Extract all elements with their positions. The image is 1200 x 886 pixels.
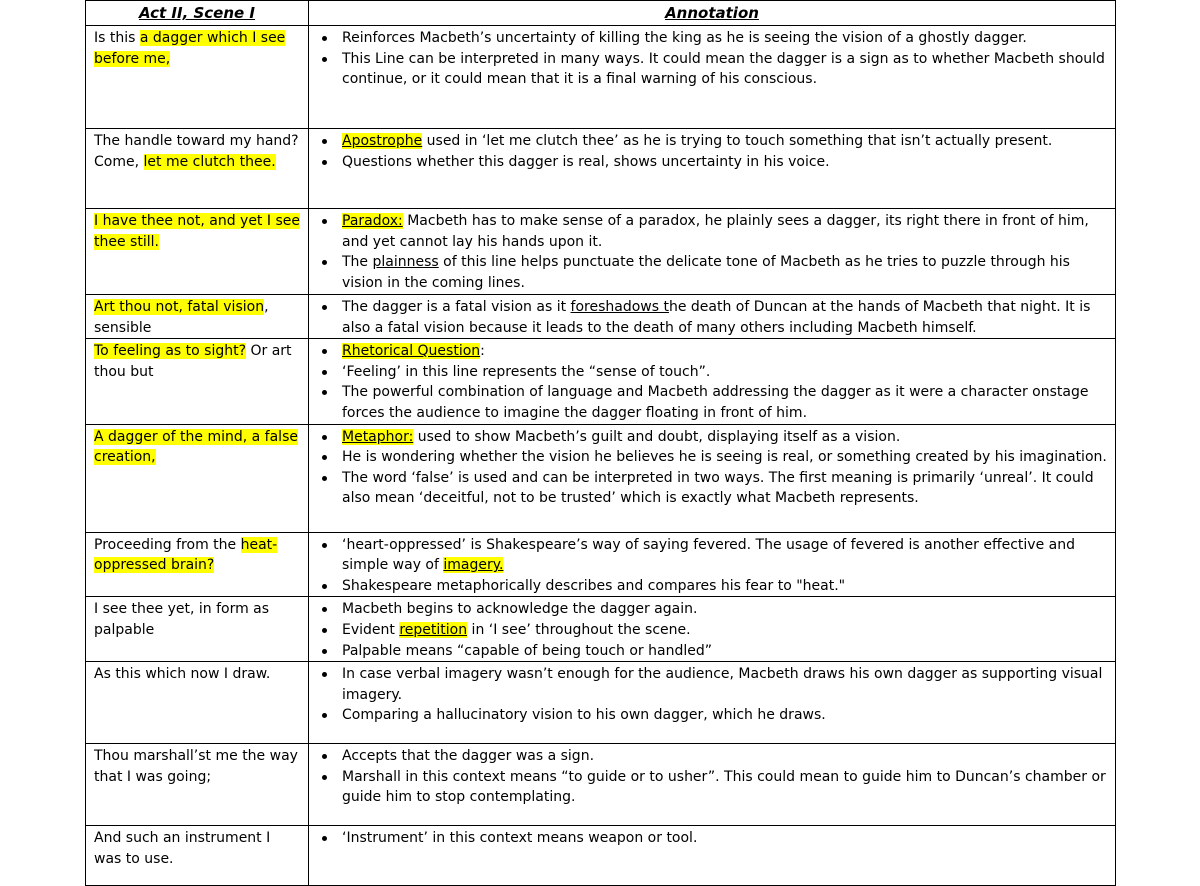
annotation-bullet — [342, 576, 1109, 597]
annotation-cell — [309, 662, 1116, 744]
text-segment: The powerful combination of language and Macbeth addressing the dagger as it were a character onstage forces the audience to imagine the dagger floating in front of him. — [342, 384, 1089, 421]
text-segment: And such an instrument I was to use. — [94, 830, 271, 867]
annotation-bullet — [342, 382, 1109, 423]
table-row — [86, 744, 1116, 826]
annotation-table — [85, 0, 1116, 886]
text-segment: Accepts that the dagger was a sign. — [342, 748, 595, 765]
text-segment: Shakespeare metaphorically describes and compares his fear to "heat." — [342, 577, 846, 594]
quote-cell — [86, 295, 309, 339]
highlighted-text: I have thee not, and yet I see thee still. — [94, 213, 300, 250]
annotation-cell — [309, 424, 1116, 532]
annotation-bullet — [342, 828, 1109, 849]
table-row — [86, 597, 1116, 662]
text-segment: Macbeth has to make sense of a paradox, he plainly sees a dagger, its right there in front of him, and yet cannot lay his hands upon it. — [342, 213, 1089, 250]
text-segment: ‘Instrument’ in this context means weapon or tool. — [342, 830, 698, 847]
text-segment: Marshall in this context means “to guide or to usher”. This could mean to guide him to Duncan’s chamber or guide him to stop contemplating. — [342, 768, 1106, 806]
text-segment: : — [480, 343, 485, 360]
annotation-bullet — [342, 362, 1109, 383]
annotation-bullet — [342, 746, 1109, 767]
text-segment: This Line can be interpreted in many ways. It could mean the dagger is a sign as to whether Macbeth should continue, or it could mean that it is a final warning of his conscious. — [342, 50, 1105, 88]
annotation-cell — [309, 209, 1116, 295]
highlighted-text: Metaphor: — [342, 428, 414, 445]
text-segment: I see thee yet, in form as palpable — [94, 601, 270, 638]
annotation-list — [317, 341, 1109, 423]
annotation-cell — [309, 26, 1116, 129]
annotation-bullet — [342, 468, 1109, 509]
highlighted-text: a dagger which I see before me, — [94, 30, 286, 67]
text-segment: plainness — [372, 254, 439, 271]
highlighted-text: Paradox: — [342, 213, 403, 229]
text-segment: Is this — [94, 30, 140, 46]
annotation-bullet — [342, 341, 1109, 362]
table-row — [86, 26, 1116, 129]
annotation-bullet — [342, 28, 1109, 49]
text-segment: The dagger is a fatal vision as it — [342, 299, 571, 315]
annotation-cell — [309, 295, 1116, 339]
text-segment: Or art thou but — [94, 343, 292, 380]
highlighted-text: imagery. — [443, 557, 504, 574]
highlighted-text: Art thou not, fatal vision — [94, 299, 265, 315]
text-segment: Macbeth begins to acknowledge the dagger again. — [342, 601, 698, 618]
text-segment: used in ‘let me clutch thee’ as he is trying to touch something that isn’t actually present. — [422, 133, 1053, 149]
text-segment: Comparing a hallucinatory vision to his own dagger, which he draws. — [342, 707, 826, 724]
text-segment: , sensible — [94, 299, 269, 336]
text-segment: used to show Macbeth’s guilt and doubt, displaying itself as a vision. — [413, 428, 901, 445]
annotation-bullet — [342, 252, 1109, 293]
scene-column-header: Act II, Scene I — [86, 1, 309, 26]
table-row — [86, 209, 1116, 295]
quote-cell — [86, 209, 309, 295]
annotation-bullet — [342, 49, 1109, 90]
annotation-bullet — [342, 599, 1109, 620]
annotation-list — [317, 828, 1109, 849]
highlighted-text: heat-oppressed brain? — [94, 536, 278, 574]
annotation-bullet — [342, 620, 1109, 641]
table-row — [86, 129, 1116, 209]
text-segment: Reinforces Macbeth’s uncertainty of killing the king as he is seeing the vision of a ghostly dagger. — [342, 30, 1027, 46]
text-segment: The word ‘false’ is used and can be interpreted in two ways. The first meaning is primarily ‘unreal’. It could also mean ‘deceitful, not to be trusted’ which is exactly what Macbeth represents. — [342, 469, 1094, 507]
annotation-cell — [309, 744, 1116, 826]
annotation-cell — [309, 339, 1116, 424]
annotation-cell — [309, 597, 1116, 662]
quote-cell — [86, 339, 309, 424]
annotation-list — [317, 746, 1109, 808]
annotation-bullet — [342, 447, 1109, 468]
annotation-bullet — [342, 152, 1109, 173]
annotation-cell — [309, 826, 1116, 886]
text-segment: Evident — [342, 621, 400, 638]
annotation-bullet — [342, 211, 1109, 252]
table-row — [86, 339, 1116, 424]
text-segment: Palpable means “capable of being touch or handled” — [342, 642, 712, 659]
table-row — [86, 532, 1116, 597]
quote-cell — [86, 597, 309, 662]
text-segment: The — [342, 254, 373, 271]
text-segment: he death of Duncan at the hands of Macbeth that night. It is also a fatal vision because it leads to the death of many others including Macbeth himself. — [342, 299, 1091, 336]
text-segment: ‘Feeling’ in this line represents the “sense of touch”. — [342, 363, 711, 380]
annotation-list — [317, 535, 1109, 597]
annotation-bullet — [342, 641, 1109, 662]
text-segment: ‘heart-oppressed’ is Shakespeare’s way of saying fevered. The usage of fevered is another effective and simple way of — [342, 536, 1075, 574]
annotation-column-header: Annotation — [309, 1, 1116, 26]
text-segment: Questions whether this dagger is real, shows uncertainty in his voice. — [342, 153, 830, 170]
text-segment: As this which now I draw. — [94, 666, 271, 683]
highlighted-text: let me clutch thee. — [143, 153, 276, 170]
annotation-bullet — [342, 535, 1109, 576]
text-segment: He is wondering whether the vision he believes he is seeing is real, or something created by his imagination. — [342, 449, 1107, 466]
text-segment: The handle toward my hand? Come, — [94, 133, 299, 170]
annotation-bullet — [342, 767, 1109, 808]
text-segment: Thou marshall’st me the way that I was going; — [94, 748, 298, 785]
highlighted-text: Apostrophe — [342, 133, 423, 149]
quote-cell — [86, 26, 309, 129]
table-row — [86, 826, 1116, 886]
annotation-list — [317, 664, 1109, 726]
annotation-bullet — [342, 705, 1109, 726]
annotation-cell — [309, 532, 1116, 597]
text-segment: of this line helps punctuate the delicate tone of Macbeth as he tries to puzzle through his vision in the coming lines. — [342, 254, 1070, 291]
table-header-row — [86, 1, 1116, 26]
text-segment: In case verbal imagery wasn’t enough for the audience, Macbeth draws his own dagger as supporting visual imagery. — [342, 666, 1103, 703]
text-segment: Proceeding from the — [94, 536, 241, 553]
annotation-list — [317, 211, 1109, 293]
annotation-list — [317, 599, 1109, 661]
quote-cell — [86, 662, 309, 744]
text-segment: in ‘I see’ throughout the scene. — [467, 621, 691, 638]
annotation-list — [317, 427, 1109, 509]
quote-cell — [86, 826, 309, 886]
annotation-bullet — [342, 664, 1109, 705]
highlighted-text: repetition — [399, 621, 468, 638]
highlighted-text: Rhetorical Question — [342, 343, 481, 360]
quote-cell — [86, 424, 309, 532]
text-segment: foreshadows t — [570, 299, 669, 315]
quote-cell — [86, 744, 309, 826]
annotation-list — [317, 131, 1109, 172]
annotation-bullet — [342, 131, 1109, 152]
annotation-bullet — [342, 297, 1109, 338]
annotation-cell — [309, 129, 1116, 209]
annotation-list — [317, 28, 1109, 90]
annotation-list — [317, 297, 1109, 338]
table-row — [86, 662, 1116, 744]
highlighted-text: A dagger of the mind, a false creation, — [94, 428, 298, 466]
highlighted-text: To feeling as to sight? — [94, 343, 247, 360]
annotation-bullet — [342, 427, 1109, 448]
table-row — [86, 295, 1116, 339]
quote-cell — [86, 129, 309, 209]
quote-cell — [86, 532, 309, 597]
table-row — [86, 424, 1116, 532]
